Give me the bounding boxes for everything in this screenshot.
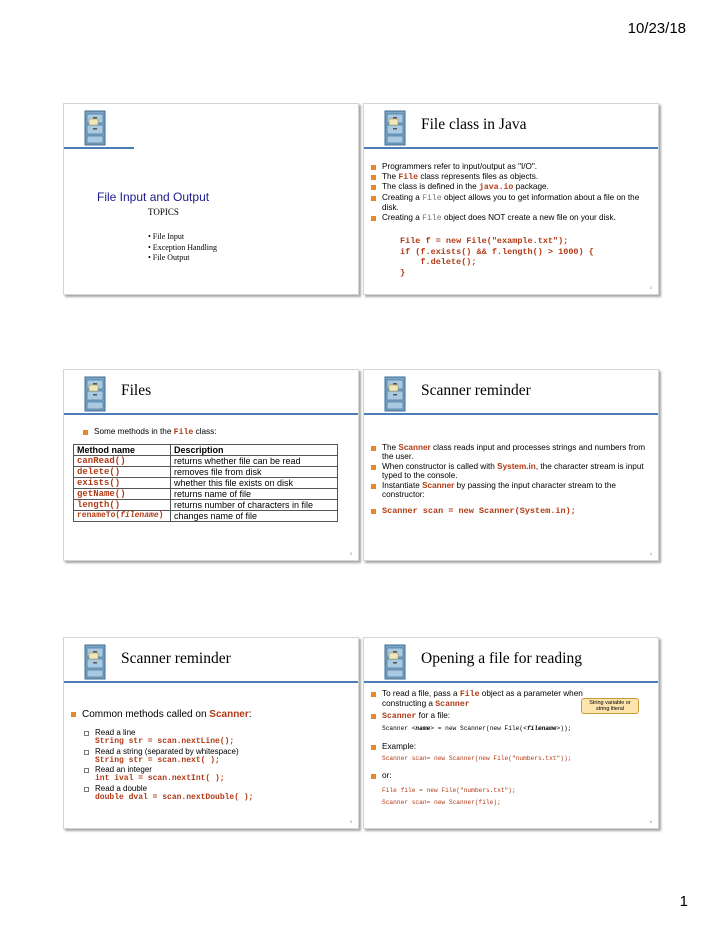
bullet: Instantiate Scanner by passing the input character stream to the constructor: [371,481,649,500]
title-rule [364,147,658,149]
sub-bullet: Read a line String str = scan.nextLine(); [84,728,346,747]
callout-note: String variable or string literal [581,698,639,714]
title-rule [364,681,658,683]
header-date: 10/23/18 [627,20,686,37]
slide-number: 6 [649,819,652,824]
code-sample: File f = new File("example.txt"); if (f.exists() && f.length() > 1000) { f.delete(); } [400,236,594,278]
slide-title: File class in Java [421,116,527,133]
table-row: delete() removes file from disk [74,467,338,478]
filing-cabinet-icon [84,376,106,412]
slide-number: 5 [349,819,352,824]
bullet: The Scanner class reads input and processes strings and numbers from the user. [371,443,649,462]
slide-3 [63,369,359,561]
bullet: Some methods in the File class: [83,427,217,437]
bullet-list [71,709,349,720]
sub-bullet: Read a double double dval = scan.nextDouble( ); [84,784,346,803]
slide-1 [63,103,359,295]
sub-bullet: Read a string (separated by whitespace) String str = scan.next( ); [84,747,346,766]
bullet: Programmers refer to input/output as "I/O". [371,162,649,172]
filing-cabinet-icon [84,110,106,146]
slide-number: 2 [649,285,652,290]
title-rule [64,681,358,683]
bullet-list [371,162,649,224]
topic-item: • File Output [148,253,190,262]
title-rule [64,147,134,149]
bullet-list [371,443,649,517]
bullet-list [83,427,217,437]
bullet: To read a file, pass a File object as a parameter when constructing a Scanner [371,689,587,710]
slide-2 [363,103,659,295]
slide-title: Files [121,382,152,399]
table-row: exists() whether this file exists on disk [74,478,338,489]
slide-6 [363,637,659,829]
table-row: renameTo(filename) changes name of file [74,511,338,522]
bullet: When constructor is called with System.in, the character stream is input typed to the console. [371,462,649,481]
bullet: Example: Scanner scan= new Scanner(new File("numbers.txt")); [371,742,653,764]
filing-cabinet-icon [384,110,406,146]
topics-label: TOPICS [148,207,179,217]
methods-list [84,728,346,802]
bullet: The class is defined in the java.io package. [371,182,649,193]
slide-number: 3 [349,551,352,556]
bullet: or: File file = new File("numbers.txt"); Scanner scan= new Scanner(file); [371,771,653,807]
topic-item: • Exception Handling [148,242,218,252]
bullet: Creating a File object does NOT create a new file on your disk. [371,213,649,224]
slide-title: Scanner reminder [421,382,531,399]
slide-5 [63,637,359,829]
table-header-row [74,445,338,456]
table-row: length() returns number of characters in file [74,500,338,511]
slide-title: Scanner reminder [121,650,231,667]
bullet: Scanner scan = new Scanner(System.in); [371,506,649,516]
deck-title: File Input and Output [97,190,210,204]
column-header: Method name [74,445,171,456]
methods-table [73,444,338,522]
title-rule [364,413,658,415]
sub-bullet: Read an integer int ival = scan.nextInt( ); [84,765,346,784]
topics-list [148,232,217,264]
filing-cabinet-icon [84,644,106,680]
topic-item: • File Input [148,232,185,241]
bullet: The File class represents files as objects. [371,172,649,183]
slide-number: 4 [649,551,652,556]
filing-cabinet-icon [384,376,406,412]
table-row: canRead() returns whether file can be read [74,456,338,467]
filing-cabinet-icon [384,644,406,680]
bullet: Common methods called on Scanner: [71,709,349,720]
bullet: Creating a File object allows you to get information about a file on the disk. [371,193,649,213]
slide-4 [363,369,659,561]
page-number: 1 [679,893,688,910]
slide-title: Opening a file for reading [421,650,582,667]
title-rule [64,413,358,415]
table-row: getName() returns name of file [74,489,338,500]
bullet: Scanner for a file: Scanner <name> = new Scanner(new File(<filename>)); [371,711,653,734]
column-header: Description [171,445,338,456]
